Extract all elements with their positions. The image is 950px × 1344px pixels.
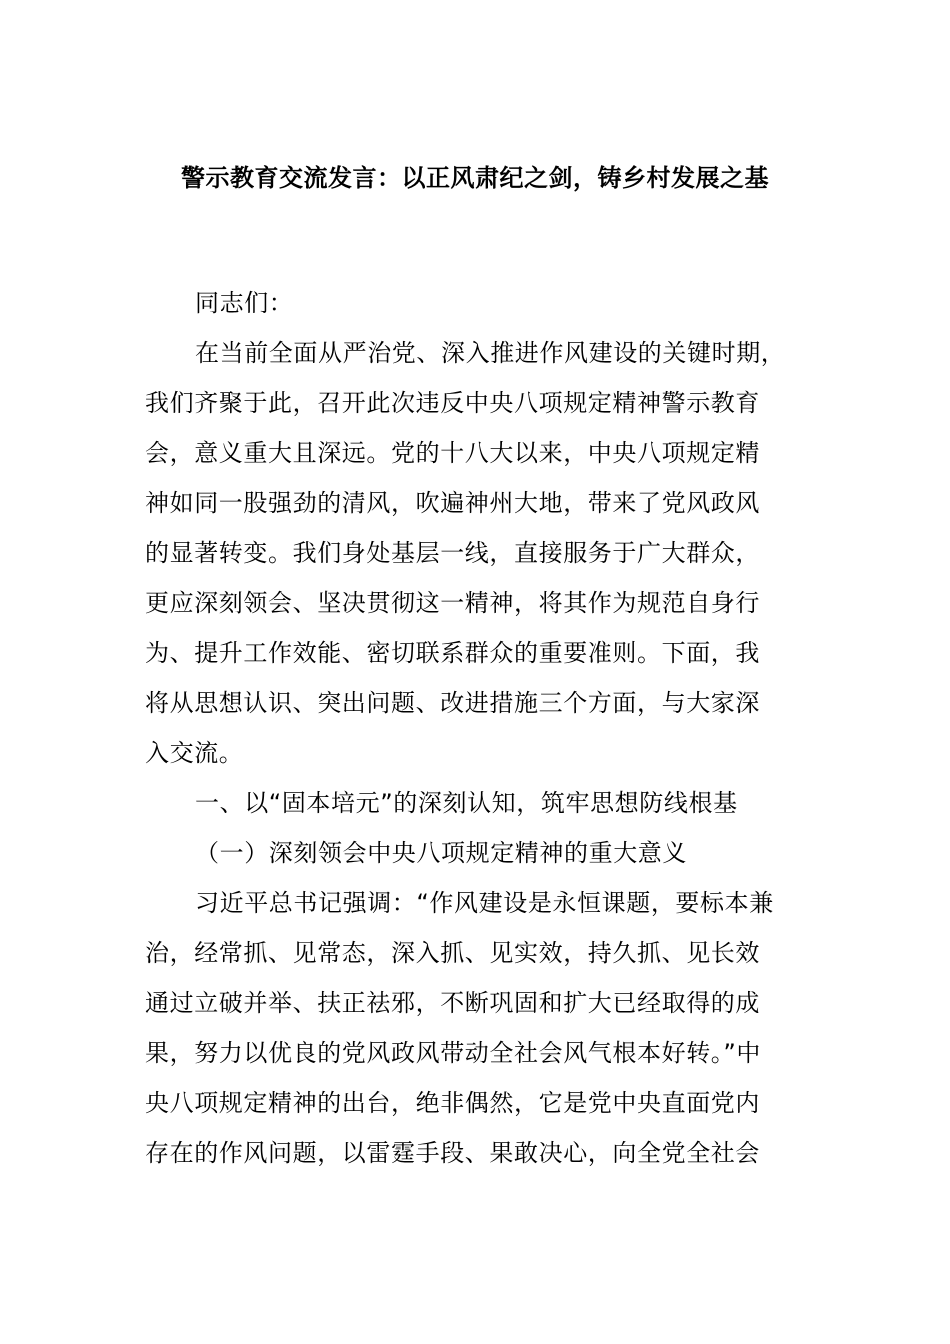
paragraph-line: 通过立破并举、扶正祛邪，不断巩固和扩大已经取得的成 bbox=[145, 989, 760, 1017]
document-title: 警示教育交流发言：以正风肃纪之剑，铸乡村发展之基 bbox=[181, 164, 769, 192]
paragraph-line: 治，经常抓、见常态，深入抓、见实效，持久抓、见长效 bbox=[145, 939, 760, 967]
subsection-heading: （一）深刻领会中央八项规定精神的重大意义 bbox=[195, 839, 687, 867]
paragraph-line: 存在的作风问题，以雷霆手段、果敢决心，向全党全社会 bbox=[145, 1139, 760, 1167]
salutation: 同志们： bbox=[195, 289, 294, 317]
paragraph-line: 会，意义重大且深远。党的十八大以来，中央八项规定精 bbox=[145, 439, 760, 467]
paragraph-line: 将从思想认识、突出问题、改进措施三个方面，与大家深 bbox=[145, 689, 760, 717]
paragraph-line: 我们齐聚于此，召开此次违反中央八项规定精神警示教育 bbox=[145, 389, 760, 417]
paragraph-line: 神如同一股强劲的清风，吹遍神州大地，带来了党风政风 bbox=[145, 489, 760, 517]
paragraph-line: 央八项规定精神的出台，绝非偶然，它是党中央直面党内 bbox=[145, 1089, 760, 1117]
paragraph-line: 更应深刻领会、坚决贯彻这一精神，将其作为规范自身行 bbox=[145, 589, 760, 617]
paragraph-line: 在当前全面从严治党、深入推进作风建设的关键时期， bbox=[195, 339, 786, 367]
paragraph-line: 为、提升工作效能、密切联系群众的重要准则。下面，我 bbox=[145, 639, 760, 667]
paragraph-line: 入交流。 bbox=[145, 739, 244, 767]
paragraph-line: 果，努力以优良的党风政风带动全社会风气根本好转。”中 bbox=[145, 1039, 762, 1067]
paragraph-line: 的显著转变。我们身处基层一线，直接服务于广大群众， bbox=[145, 539, 760, 567]
section-heading: 一、以“固本培元”的深刻认知，筑牢思想防线根基 bbox=[195, 789, 738, 817]
paragraph-line: 习近平总书记强调：“作风建设是永恒课题，要标本兼 bbox=[195, 889, 774, 917]
